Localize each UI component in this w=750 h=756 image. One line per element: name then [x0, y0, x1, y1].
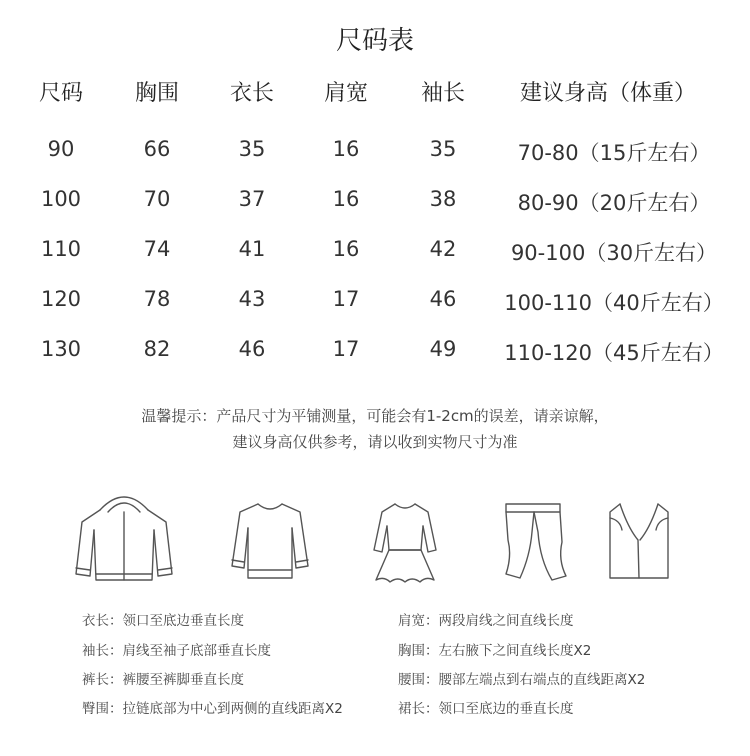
cell-height-weight: 100-110（40斤左右） [504, 291, 724, 315]
definition-item: 肩宽：两段肩线之间直线长度 [398, 613, 574, 629]
pants-icon [506, 504, 566, 580]
cell-chest: 70 [143, 187, 171, 211]
cell-shoulder: 17 [332, 287, 360, 311]
cell-height-weight: 110-120（45斤左右） [504, 341, 724, 365]
cell-size: 120 [40, 287, 82, 311]
table-row [0, 237, 750, 269]
cell-chest: 66 [143, 137, 171, 161]
definition-item: 衣长：领口至底边垂直长度 [82, 613, 244, 629]
table-row [0, 287, 750, 319]
cell-sleeve: 38 [429, 187, 457, 211]
table-row [0, 187, 750, 219]
cell-chest: 82 [143, 337, 171, 361]
cell-shoulder: 16 [332, 237, 360, 261]
definition-item: 裙长：领口至底边的垂直长度 [398, 701, 574, 717]
header-height-weight: 建议身高（体重） [519, 81, 697, 106]
cell-sleeve: 46 [429, 287, 457, 311]
page-title: 尺码表 [335, 26, 414, 56]
hooded-jacket-icon [76, 497, 172, 580]
header-length: 衣长 [229, 81, 275, 106]
cell-size: 90 [47, 137, 75, 161]
table-row [0, 137, 750, 169]
cell-chest: 78 [143, 287, 171, 311]
header-sleeve: 袖长 [420, 81, 466, 106]
table-header [0, 76, 750, 108]
definition-item: 袖长：肩线至袖子底部垂直长度 [82, 643, 271, 659]
cell-height-weight: 80-90（20斤左右） [517, 191, 711, 215]
cell-shoulder: 16 [332, 187, 360, 211]
cell-length: 41 [238, 237, 266, 261]
table-row [0, 337, 750, 369]
header-chest: 胸围 [134, 81, 180, 106]
dress-icon [374, 504, 436, 582]
notice-line-1: 温馨提示：产品尺寸为平铺测量，可能会有1-2cm的误差，请亲谅解， [141, 407, 609, 425]
cell-length: 43 [238, 287, 266, 311]
cell-sleeve: 42 [429, 237, 457, 261]
definition-item: 裤长：裤腰至裤脚垂直长度 [82, 672, 244, 688]
cell-height-weight: 70-80（15斤左右） [517, 141, 711, 165]
cell-size: 110 [40, 237, 82, 261]
header-shoulder: 肩宽 [323, 81, 369, 106]
cell-length: 35 [238, 137, 266, 161]
definition-item: 臀围：拉链底部为中心到两侧的直线距离X2 [82, 701, 343, 717]
cell-size: 130 [40, 337, 82, 361]
cell-length: 46 [238, 337, 266, 361]
cell-chest: 74 [143, 237, 171, 261]
cell-size: 100 [40, 187, 82, 211]
definition-item: 胸围：左右腋下之间直线长度X2 [398, 643, 592, 659]
cell-height-weight: 90-100（30斤左右） [510, 241, 718, 265]
definition-item: 腰围：腰部左端点到右端点的直线距离X2 [398, 672, 646, 688]
header-size: 尺码 [38, 81, 84, 106]
notice-line-2: 建议身高仅供参考，请以收到实物尺寸为准 [232, 433, 518, 451]
cell-length: 37 [238, 187, 266, 211]
cell-sleeve: 49 [429, 337, 457, 361]
cell-sleeve: 35 [429, 137, 457, 161]
garment-illustrations [0, 490, 750, 590]
cell-shoulder: 16 [332, 137, 360, 161]
sweatshirt-icon [232, 504, 308, 578]
vest-icon [610, 504, 668, 578]
cell-shoulder: 17 [332, 337, 360, 361]
